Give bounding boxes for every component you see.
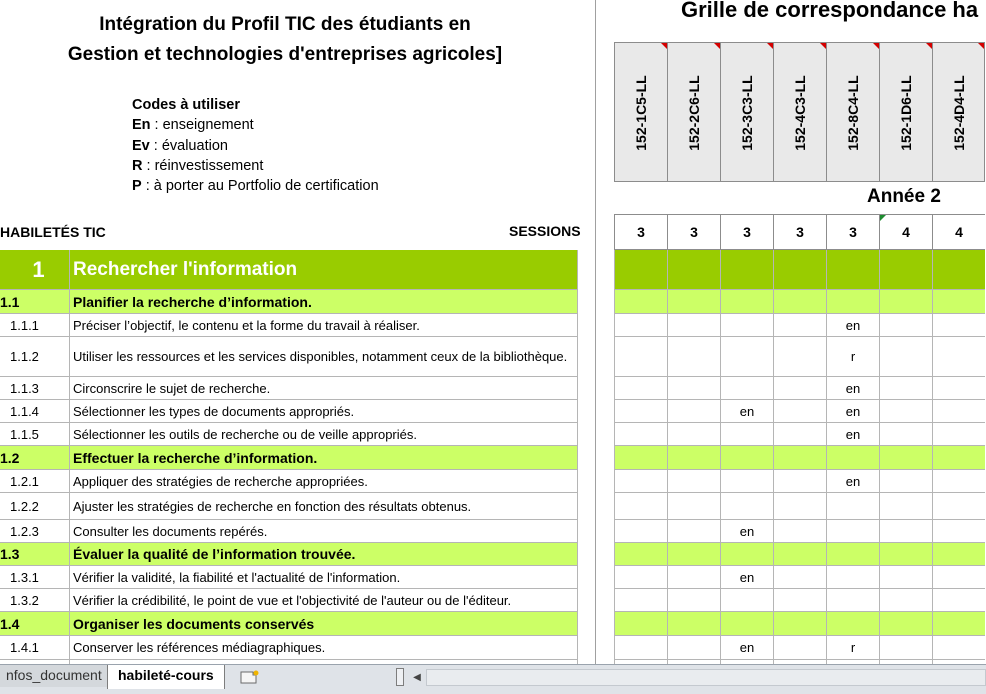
grid-cell[interactable] [773, 400, 826, 423]
grid-cell[interactable] [720, 423, 773, 446]
habilete-number[interactable]: 1.1.4 [0, 400, 70, 423]
code-item[interactable] [132, 138, 228, 154]
grid-cell[interactable] [932, 589, 985, 612]
grid-cell[interactable] [932, 493, 985, 520]
grid-cell[interactable] [773, 314, 826, 337]
grid-cell[interactable] [932, 250, 985, 290]
grid-cell[interactable] [826, 543, 879, 566]
grid-cell[interactable] [879, 423, 932, 446]
grid-cell[interactable] [667, 589, 720, 612]
table-row [0, 337, 986, 377]
code-key: R [132, 158, 143, 174]
grid-cell[interactable] [720, 377, 773, 400]
grid-cell[interactable] [773, 470, 826, 493]
tab-infos-document[interactable]: nfos_document [0, 665, 113, 687]
course-header-cell[interactable] [773, 42, 826, 182]
document-title-line1[interactable]: Intégration du Profil TIC des étudiants en [99, 14, 471, 35]
grid-cell[interactable] [879, 589, 932, 612]
code-desc: : enseignement [150, 117, 254, 133]
grid-cell[interactable] [773, 446, 826, 470]
habilete-description[interactable]: Conserver les références médiagraphiques. [70, 636, 578, 660]
grid-cell[interactable] [720, 446, 773, 470]
habilete-description[interactable]: Planifier la recherche d’information. [70, 290, 578, 314]
sessions-column-label[interactable]: SESSIONS [509, 223, 581, 239]
subsection-row [0, 612, 986, 636]
course-code: 152-4D4-LL [950, 75, 967, 151]
course-header-cell[interactable] [879, 42, 932, 182]
habiletes-column-label[interactable]: HABILETÉS TIC [0, 224, 106, 240]
grid-cell[interactable] [773, 337, 826, 377]
habilete-number[interactable]: 1.1.2 [0, 337, 70, 377]
grid-cell[interactable] [932, 470, 985, 493]
habilete-description[interactable]: Préciser l’objectif, le contenu et la forme du travail à réaliser. [70, 314, 578, 337]
tab-split-handle[interactable] [396, 668, 404, 686]
grid-cell[interactable] [614, 423, 667, 446]
grid-cell[interactable] [667, 470, 720, 493]
grid-cell[interactable] [614, 290, 667, 314]
habilete-number[interactable]: 1.2.1 [0, 470, 70, 493]
code-item[interactable] [132, 117, 254, 133]
table-row [0, 636, 986, 660]
grid-cell[interactable] [879, 612, 932, 636]
grid-cell[interactable] [667, 493, 720, 520]
grid-cell[interactable]: en [826, 423, 879, 446]
grid-cell[interactable] [614, 493, 667, 520]
subsection-row [0, 543, 986, 566]
course-code: 152-8C4-LL [845, 75, 861, 151]
grid-cell[interactable]: en [826, 470, 879, 493]
grid-cell[interactable]: en [720, 400, 773, 423]
table-row [0, 377, 986, 400]
table-row [0, 400, 986, 423]
grid-cell[interactable] [773, 520, 826, 543]
code-desc: : évaluation [149, 138, 228, 154]
grid-cell[interactable] [773, 250, 826, 290]
grid-cell[interactable] [720, 290, 773, 314]
freeze-pane-divider [595, 0, 596, 664]
grid-cell[interactable] [826, 520, 879, 543]
grid-cell[interactable] [773, 493, 826, 520]
grid-cell[interactable] [879, 636, 932, 660]
grid-cell[interactable] [720, 250, 773, 290]
grid-cell[interactable] [614, 520, 667, 543]
table-row [0, 566, 986, 589]
grid-cell[interactable] [932, 612, 985, 636]
habilete-number[interactable]: 1.3 [0, 543, 70, 566]
grid-cell[interactable] [826, 290, 879, 314]
grid-cell[interactable] [720, 612, 773, 636]
grid-cell[interactable] [879, 520, 932, 543]
grid-cell[interactable] [773, 290, 826, 314]
grid-cell[interactable] [614, 314, 667, 337]
subsection-row [0, 290, 986, 314]
grid-cell[interactable] [720, 493, 773, 520]
scroll-left-arrow-icon[interactable]: ◀ [413, 671, 421, 683]
grid-cell[interactable] [879, 470, 932, 493]
code-key: Ev [132, 138, 150, 154]
grid-cell[interactable] [667, 337, 720, 377]
grid-cell[interactable] [932, 446, 985, 470]
course-code: 152-1C5-LL [633, 75, 649, 151]
comment-indicator-icon [978, 43, 984, 49]
grid-cell[interactable] [667, 290, 720, 314]
grid-cell[interactable] [614, 566, 667, 589]
grid-cell[interactable] [667, 636, 720, 660]
grid-cell[interactable] [879, 314, 932, 337]
grid-cell[interactable]: en [720, 520, 773, 543]
grid-cell[interactable] [879, 566, 932, 589]
habilete-description[interactable]: Sélectionner les outils de recherche ou de veille appropriés. [70, 423, 578, 446]
habilete-number[interactable]: 1.1.1 [0, 314, 70, 337]
grid-cell[interactable] [879, 250, 932, 290]
habilete-number[interactable]: 1.3.2 [0, 589, 70, 612]
grid-cell[interactable] [720, 337, 773, 377]
course-header-cell[interactable] [614, 42, 667, 182]
grid-cell[interactable] [667, 566, 720, 589]
session-cell[interactable]: 3 [667, 214, 720, 250]
grid-cell[interactable] [720, 470, 773, 493]
session-cell[interactable]: 4 [879, 214, 932, 250]
grid-cell[interactable] [773, 566, 826, 589]
grille-title[interactable]: Grille de correspondance ha [681, 0, 979, 22]
grid-cell[interactable]: r [826, 337, 879, 377]
grid-cell[interactable] [614, 400, 667, 423]
grid-cell[interactable] [773, 636, 826, 660]
grid-cell[interactable] [879, 337, 932, 377]
grid-cell[interactable] [879, 400, 932, 423]
table-row [0, 589, 986, 612]
habilete-description[interactable]: Ajuster les stratégies de recherche en fonction des résultats obtenus. [70, 493, 578, 520]
grid-cell[interactable] [826, 446, 879, 470]
code-desc: : à porter au Portfolio de certification [141, 178, 379, 194]
grid-cell[interactable] [932, 543, 985, 566]
habilete-number[interactable]: 1.3.1 [0, 566, 70, 589]
habilete-number[interactable]: 1 [0, 250, 70, 290]
grid-cell[interactable] [667, 377, 720, 400]
course-code: 152-2C6-LL [686, 75, 702, 151]
habilete-number[interactable]: 1.4.1 [0, 636, 70, 660]
grid-cell[interactable] [614, 543, 667, 566]
codes-heading[interactable]: Codes à utiliser [132, 97, 240, 113]
grid-cell[interactable] [773, 612, 826, 636]
habilete-description[interactable]: Effectuer la recherche d’information. [70, 446, 578, 470]
grid-cell[interactable] [614, 470, 667, 493]
grid-cell[interactable] [879, 446, 932, 470]
grid-cell[interactable] [667, 520, 720, 543]
grid-cell[interactable]: en [720, 636, 773, 660]
habilete-description[interactable]: Évaluer la qualité de l’information trouvée. [70, 543, 578, 566]
grid-cell[interactable] [826, 250, 879, 290]
grid-cell[interactable] [614, 612, 667, 636]
table-row [0, 423, 986, 446]
grid-cell[interactable] [932, 520, 985, 543]
grid-cell[interactable] [879, 377, 932, 400]
habilete-description[interactable]: Organiser les documents conservés [70, 612, 578, 636]
course-header-cell[interactable] [667, 42, 720, 182]
grid-cell[interactable] [773, 589, 826, 612]
cell-flag-icon [880, 215, 886, 221]
table-row [0, 493, 986, 520]
habilete-description[interactable]: Vérifier la validité, la fiabilité et l'actualité de l'information. [70, 566, 578, 589]
grid-cell[interactable] [879, 290, 932, 314]
habilete-description[interactable]: Rechercher l'information [70, 250, 578, 290]
grid-cell[interactable] [773, 377, 826, 400]
grid-cell[interactable] [932, 377, 985, 400]
grid-cell[interactable] [720, 314, 773, 337]
grid-cell[interactable] [667, 423, 720, 446]
horizontal-scrollbar[interactable] [426, 669, 986, 686]
grid-cell[interactable]: en [826, 314, 879, 337]
grid-cell[interactable] [667, 250, 720, 290]
code-item[interactable] [132, 158, 263, 174]
grid-cell[interactable] [879, 493, 932, 520]
course-header-cell[interactable] [932, 42, 985, 182]
grid-cell[interactable] [720, 589, 773, 612]
course-code: 152-1D6-LL [898, 75, 914, 151]
grid-cell[interactable] [773, 423, 826, 446]
grid-cell[interactable] [614, 589, 667, 612]
habilete-number[interactable]: 1.4 [0, 612, 70, 636]
table-row [0, 520, 986, 543]
habilete-description[interactable]: Vérifier la crédibilité, le point de vue et l'objectivité de l'auteur ou de l'éditeur. [70, 589, 578, 612]
grid-cell[interactable] [826, 493, 879, 520]
grid-cell[interactable]: en [720, 566, 773, 589]
grid-cell[interactable] [667, 612, 720, 636]
code-key: En [132, 117, 151, 133]
session-cell[interactable]: 4 [932, 214, 985, 250]
grid-cell[interactable] [614, 337, 667, 377]
subsection-row [0, 446, 986, 470]
grid-cell[interactable] [932, 290, 985, 314]
habilete-number[interactable]: 1.2 [0, 446, 70, 470]
habilete-description[interactable]: Appliquer des stratégies de recherche appropriées. [70, 470, 578, 493]
document-title-line2[interactable]: Gestion et technologies d'entreprises agricoles] [67, 44, 503, 65]
course-code: 152-4C3-LL [792, 75, 808, 151]
grid-cell[interactable] [932, 400, 985, 423]
table-row [0, 470, 986, 493]
grid-cell[interactable] [614, 446, 667, 470]
habilete-number[interactable]: 1.1.5 [0, 423, 70, 446]
grid-cell[interactable]: en [826, 377, 879, 400]
grid-cell[interactable] [667, 446, 720, 470]
habilete-number[interactable]: 1.2.2 [0, 493, 70, 520]
grid-cell[interactable] [932, 314, 985, 337]
code-key: P [132, 178, 142, 194]
grid-cell[interactable] [614, 636, 667, 660]
session-cell[interactable]: 3 [720, 214, 773, 250]
sheet-tab-bar [0, 664, 986, 694]
course-code: 152-3C3-LL [739, 75, 755, 151]
grid-cell[interactable] [879, 543, 932, 566]
habilete-description[interactable]: Utiliser les ressources et les services disponibles, notamment ceux de la bibliothèque. [70, 337, 578, 377]
grid-cell[interactable] [826, 589, 879, 612]
course-header-cell[interactable] [826, 42, 879, 182]
grid-cell[interactable] [667, 314, 720, 337]
habilete-description[interactable]: Consulter les documents repérés. [70, 520, 578, 543]
session-cell[interactable]: 3 [826, 214, 879, 250]
grid-cell[interactable] [667, 543, 720, 566]
session-cell[interactable]: 3 [614, 214, 667, 250]
section-row [0, 250, 986, 290]
habilete-number[interactable]: 1.2.3 [0, 520, 70, 543]
habilete-description[interactable]: Circonscrire le sujet de recherche. [70, 377, 578, 400]
session-cell[interactable]: 3 [773, 214, 826, 250]
grid-cell[interactable] [826, 612, 879, 636]
insert-sheet-icon[interactable] [235, 667, 265, 687]
grid-cell[interactable] [932, 566, 985, 589]
course-header-cell[interactable] [720, 42, 773, 182]
grid-cell[interactable]: en [826, 400, 879, 423]
grid-cell[interactable] [614, 250, 667, 290]
habilete-description[interactable]: Sélectionner les types de documents appropriés. [70, 400, 578, 423]
grid-cell[interactable] [932, 423, 985, 446]
grid-cell[interactable] [614, 377, 667, 400]
tab-habilete-cours[interactable]: habileté-cours [107, 665, 225, 689]
grid-cell[interactable] [932, 337, 985, 377]
code-desc: : réinvestissement [142, 158, 264, 174]
grid-cell[interactable] [720, 543, 773, 566]
habilete-number[interactable]: 1.1.3 [0, 377, 70, 400]
annee-label[interactable]: Année 2 [867, 186, 941, 207]
habilete-number[interactable]: 1.1 [0, 290, 70, 314]
grid-cell[interactable]: r [826, 636, 879, 660]
grid-cell[interactable] [773, 543, 826, 566]
grid-cell[interactable] [667, 400, 720, 423]
grid-cell[interactable] [932, 636, 985, 660]
table-row [0, 314, 986, 337]
code-item[interactable] [132, 178, 379, 194]
grid-cell[interactable] [826, 566, 879, 589]
